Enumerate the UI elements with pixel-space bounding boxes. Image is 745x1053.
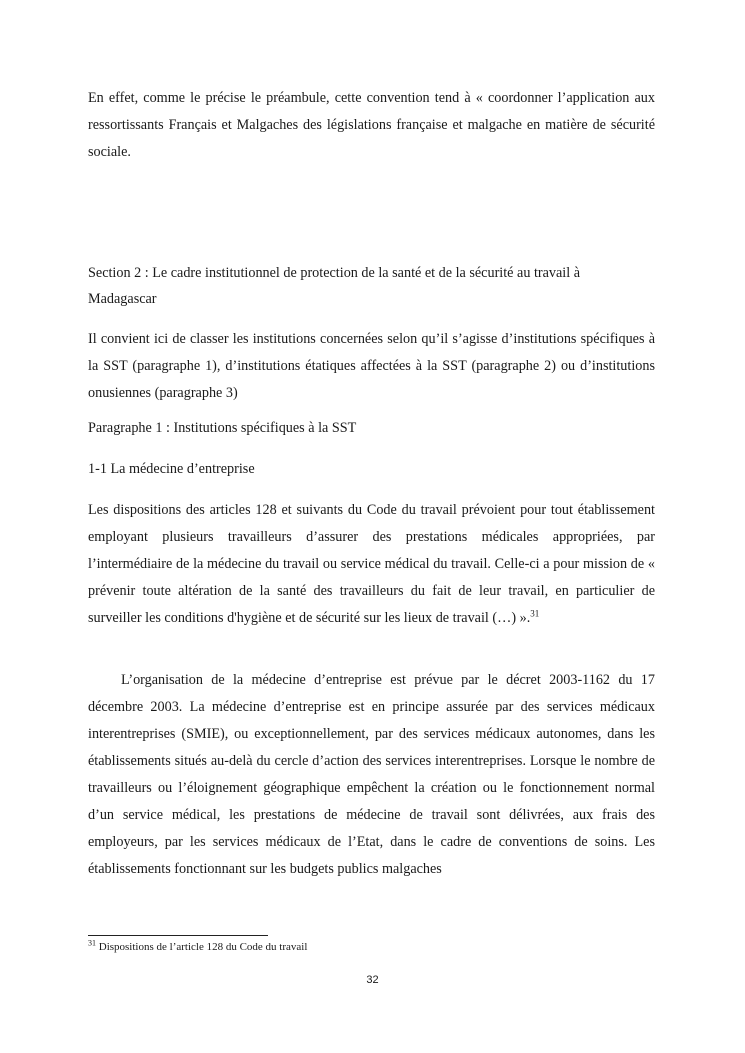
paragraph-dispositions-text: Les dispositions des articles 128 et suivants du Code du travail prévoient pour tout établissement employant plusieurs travailleurs d’assurer des prestations médicales appropriées, par l’intermédiaire de la médecine du travail ou service médical du travail. Celle-ci a pour mission de « prévenir toute altération de la santé des travailleurs du fait de leur travail, en particulier de surveiller les conditions d'hygiène et de sécurité sur les lieux de travail (…) ». [88, 502, 655, 626]
footnote-number: 31 [88, 938, 96, 948]
paragraph-classification: Il convient ici de classer les institutions concernées selon qu’il s’agisse d’institutions spécifiques à la SST (paragraphe 1), d’institutions étatiques affectées à la SST (paragraphe 2) ou d’institutions onusiennes (paragraphe 3) [88, 331, 655, 401]
footnote-text: Dispositions de l’article 128 du Code du travail [98, 941, 308, 953]
page-number: 32 [366, 974, 379, 986]
section-title-line-1: Section 2 : Le cadre institutionnel de protection de la santé et de la sécurité au travail à [88, 265, 581, 281]
footnote-reference: 31 [530, 608, 540, 619]
paragraph-heading: Paragraphe 1 : Institutions spécifiques à la SST [88, 420, 357, 436]
paragraph-dispositions [88, 497, 655, 632]
footnote [88, 940, 307, 955]
section-title-line-2: Madagascar [88, 291, 157, 307]
subsection-heading: 1-1 La médecine d’entreprise [88, 461, 255, 477]
paragraph-organisation: L’organisation de la médecine d’entreprise est prévue par le décret 2003-1162 du 17 décembre 2003. La médecine d’entreprise est en principe assurée par des services médicaux interentreprises (SMIE), ou exceptionnellement, par des services médicaux autonomes, dans les établissements situés au-delà du cercle d’action des services interentreprises. Lorsque le nombre de travailleurs ou l’éloignement géographique empêchent la création ou le fonctionnement normal d’un service médical, les prestations de médecine de travail sont délivrées, aux frais des employeurs, par les services médicaux de l’Etat, dans le cadre de conventions de soins. Les établissements fonctionnant sur les budgets publics malgaches [88, 672, 655, 877]
footnote-separator [88, 935, 268, 936]
paragraph-intro: En effet, comme le précise le préambule, cette convention tend à « coordonner l’application aux ressortissants Français et Malgaches des législations française et malgache en matière de sécurité sociale. [88, 90, 655, 160]
